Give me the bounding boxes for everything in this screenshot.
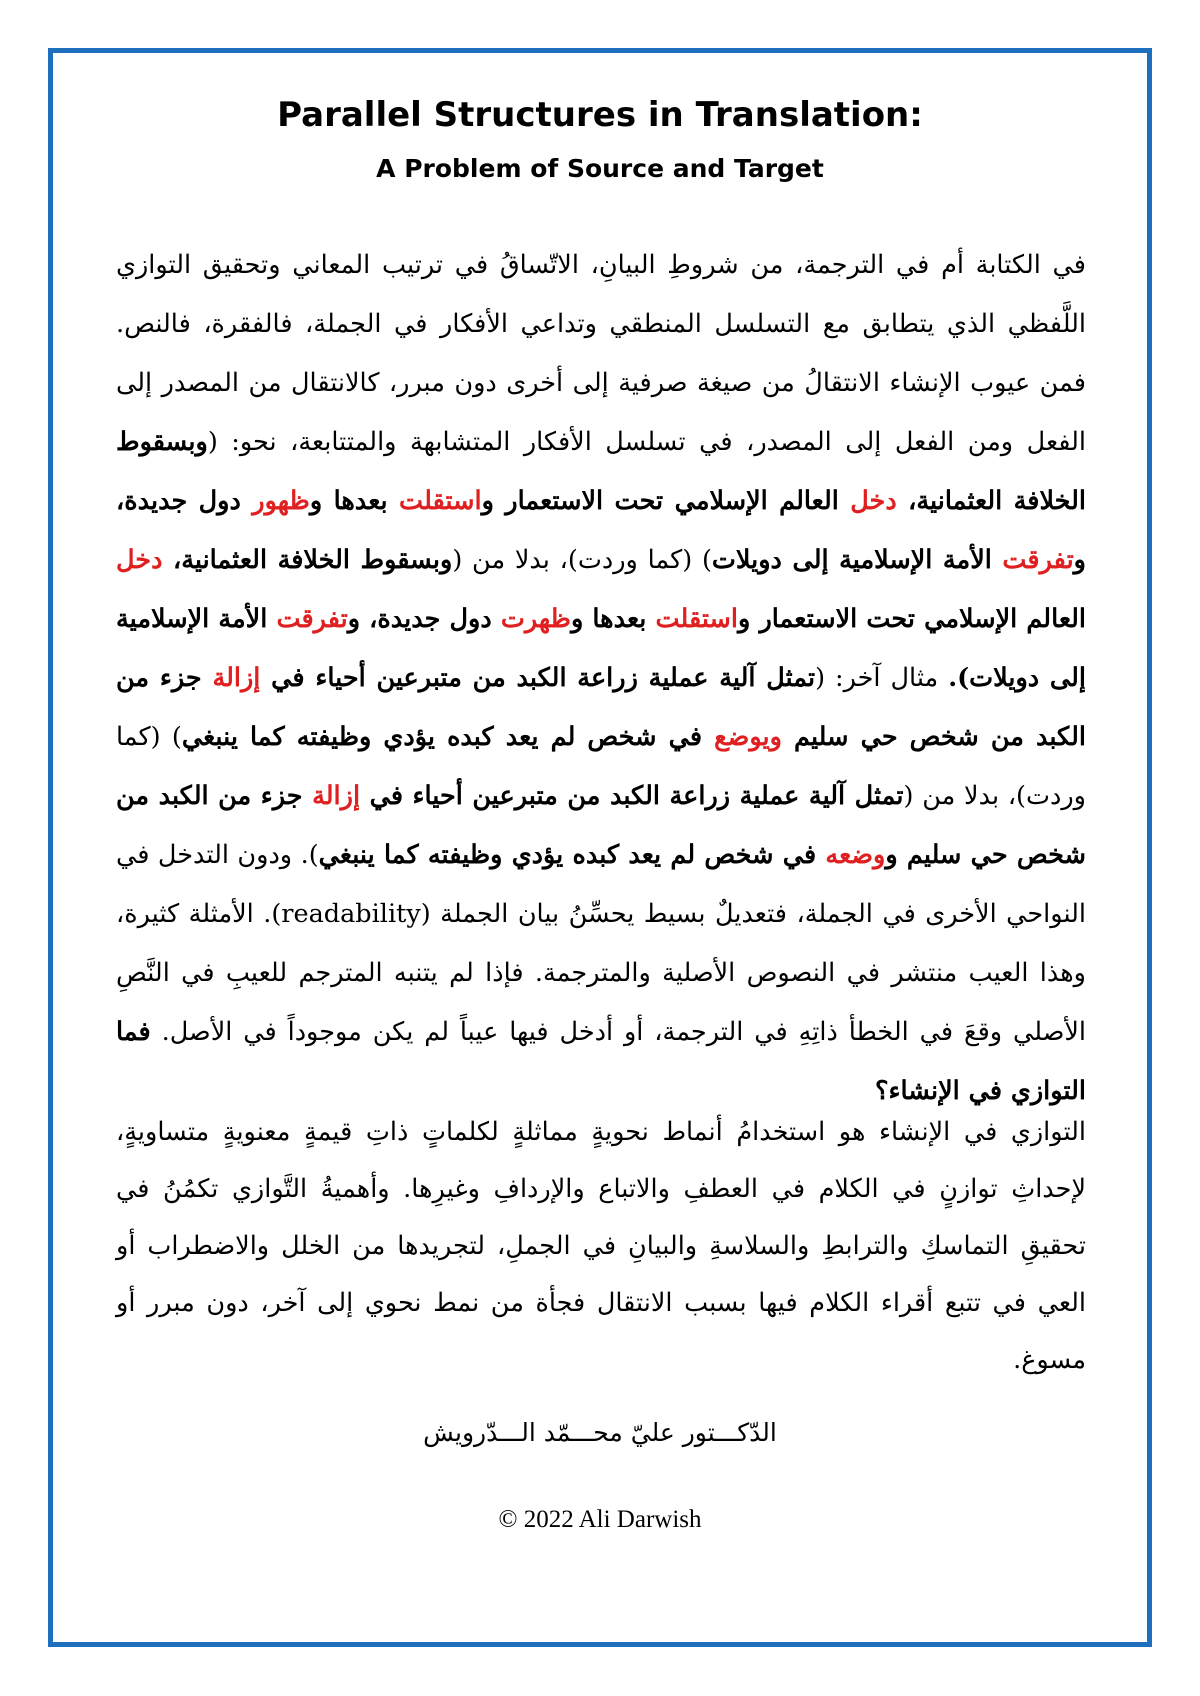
example-text: دول جديدة، و bbox=[116, 486, 1086, 575]
example-text: الأمة الإسلامية إلى دويلات bbox=[711, 545, 1003, 575]
example-text: وبسقوط الخلافة العثمانية، bbox=[116, 427, 1087, 516]
highlighted-word: استقلت bbox=[655, 604, 739, 634]
p1-sentence-5: ) (كما وردت)، بدلا من ( bbox=[116, 722, 1086, 811]
highlighted-word: استقلت bbox=[399, 486, 482, 516]
example-text: العالم الإسلامي تحت الاستعمار و bbox=[481, 486, 851, 516]
example-text: تمثل آلية عملية زراعة الكبد من متبرعين أحياء في bbox=[260, 663, 816, 693]
example-text: بعدها و bbox=[309, 486, 400, 516]
highlighted-word: دخل bbox=[850, 486, 897, 516]
highlighted-word: تفرقت bbox=[276, 604, 348, 634]
readability-term: readability bbox=[281, 899, 421, 929]
example-text: في شخص لم يعد كبده يؤدي وظيفته كما ينبغي bbox=[318, 840, 826, 870]
highlighted-word: ويوضع bbox=[714, 722, 782, 752]
highlighted-word: دخل bbox=[116, 545, 163, 575]
example-text: تمثل آلية عملية زراعة الكبد من متبرعين أحياء في bbox=[360, 781, 904, 811]
paragraph-2 bbox=[116, 1104, 1086, 1375]
author-signature: الدّكـــتور عليّ محـــمّد الـــدّرويش bbox=[423, 1418, 777, 1447]
copyright-notice: © 2022 Ali Darwish bbox=[498, 1506, 702, 1533]
p1-sentence-2: ) (كما وردت)، بدلا من ( bbox=[452, 545, 712, 575]
highlighted-word: ظهرت bbox=[500, 604, 571, 634]
example-text: في شخص لم يعد كبده يؤدي وظيفته كما ينبغي bbox=[181, 722, 715, 752]
highlighted-word: تفرقت bbox=[1002, 545, 1074, 575]
example-text: العالم الإسلامي تحت الاستعمار و bbox=[738, 604, 1086, 634]
document-title: Parallel Structures in Translation: bbox=[277, 95, 923, 135]
example-text: وبسقوط الخلافة العثمانية، bbox=[162, 545, 453, 575]
example-text: دول جديدة، و bbox=[347, 604, 501, 634]
example-text: جزء من الكبد من شخص حي سليم و bbox=[116, 781, 1086, 870]
highlighted-word: وضعه bbox=[825, 840, 886, 870]
highlighted-word: إزالة bbox=[312, 781, 361, 811]
example-text: الأمة الإسلامية إلى دويلات bbox=[116, 604, 1087, 693]
p1-sentence-1: في الكتابة أم في الترجمة، من شروطِ البيانِ، الاتّساقُ في ترتيب المعاني وتحقيق التوازي اللَّفظي الذي يتطابق مع التسلسل المنطقي وتداعي الأفكار في الجملة، فالفقرة، فالنص. فمن عيوب الإنشاء الانتقالُ من صيغة صرفية إلى أخرى دون مبرر، كالانتقال من المصدر إلى الفعل ومن الفعل إلى المصدر، في تسلسل الأفكار المتشابهة والمتتابعة، نحو: ( bbox=[116, 250, 1086, 457]
p1-sentence-4: مثال آخر: ( bbox=[815, 663, 949, 693]
highlighted-word: ظهور bbox=[252, 486, 310, 516]
document-subtitle: A Problem of Source and Target bbox=[376, 154, 824, 183]
paragraph-1 bbox=[116, 236, 1087, 1106]
p1-sentence-7: ). الأمثلة كثيرة، وهذا العيب منتشر في النصوص الأصلية والمترجمة. فإذا لم يتنبه المترجم للعيبِ في النَّصِ الأصلي وقعَ في الخطأ ذاتِهِ في الترجمة، أو أدخل فيها عيباً لم يكن موجوداً في الأصل. bbox=[116, 899, 1086, 1047]
p1-sentence-6: ). ودون التدخل في النواحي الأخرى في الجملة، فتعديلٌ بسيط يحسِّنُ بيان الجملة ( bbox=[116, 840, 1086, 929]
paragraph-2-text: التوازي في الإنشاء هو استخدامُ أنماط نحويةٍ مماثلةٍ لكلماتٍ ذاتِ قيمةٍ معنويةٍ متساويةٍ، لإحداثِ توازنٍ في الكلام في العطفِ والاتباع والإردافِ وغيرِها. وأهميةُ التَّوازي تكمُنُ في تحقيقِ التماسكِ والترابطِ والسلاسةِ والبيانِ في الجملِ، لتجريدها من الخلل والاضطراب أو العي في تتبع أقراء الكلام فيها بسبب الانتقال فجأة من نمط نحوي إلى آخر، دون مبرر أو مسوغ. bbox=[116, 1117, 1086, 1375]
example-text: بعدها و bbox=[570, 604, 656, 634]
p1-question: فما التوازي في الإنشاء؟ bbox=[116, 1017, 1086, 1106]
highlighted-word: إزالة bbox=[212, 663, 261, 693]
example-text: جزء من الكبد من شخص حي سليم bbox=[116, 663, 1086, 752]
p1-sentence-3: ). bbox=[948, 663, 970, 693]
